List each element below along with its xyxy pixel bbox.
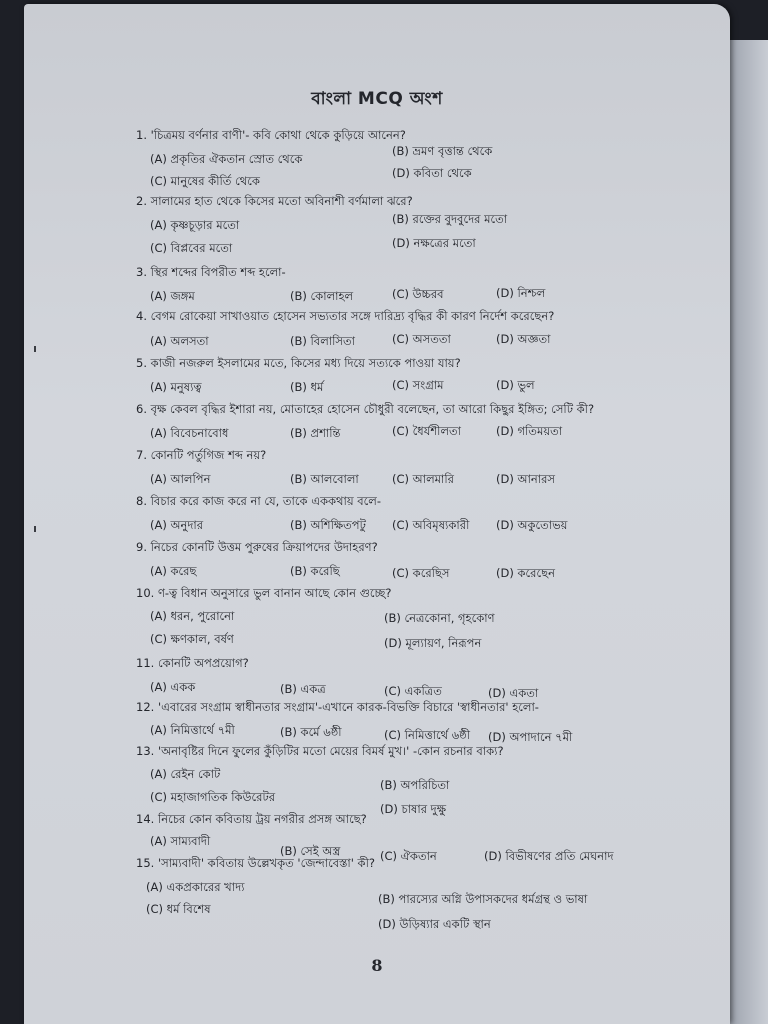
q11-option-c: (C) একত্রিত [384, 684, 442, 698]
question-4: 4. বেগম রোকেয়া সাখাওয়াত হোসেন সভ্যতার সঙ্গে দারিদ্র্য বৃদ্ধির কী কারণ নির্দেশ করেছেন? [136, 309, 555, 323]
adjacent-page [726, 40, 768, 1024]
q9-option-d: (D) করেছেন [496, 566, 555, 580]
page-number: 8 [371, 956, 383, 975]
q4-option-d: (D) অজ্ঞতা [496, 332, 551, 346]
q13-option-d: (D) চাষার দুক্ষু [380, 802, 447, 816]
question-13: 13. 'অনাবৃষ্টির দিনে ফুলের কুঁড়িটির মতো মেয়ের বিমর্ষ মুখ।' -কোন রচনার বাক্য? [136, 744, 504, 758]
question-12: 12. 'এবারের সংগ্রাম স্বাধীনতার সংগ্রাম'-এখানে কারক-বিভক্তি বিচারে 'স্বাধীনতার' হলো- [136, 700, 539, 714]
question-11: 11. কোনটি অপপ্রয়োগ? [136, 656, 249, 670]
question-3: 3. স্থির শব্দের বিপরীত শব্দ হলো- [136, 265, 286, 279]
q2-option-c: (C) বিপ্লবের মতো [150, 241, 233, 255]
question-9: 9. নিচের কোনটি উত্তম পুরুষের ক্রিয়াপদের উদাহরণ? [136, 540, 378, 554]
q5-option-b: (B) ধর্ম [290, 380, 324, 394]
q5-option-a: (A) মনুষ্যত্ব [150, 380, 202, 394]
q1-option-d: (D) কবিতা থেকে [392, 166, 472, 180]
q5-option-c: (C) সংগ্রাম [392, 378, 444, 392]
question-2: 2. সালামের হাত থেকে কিসের মতো অবিনাশী বর্ণমালা ঝরে? [136, 194, 413, 208]
q7-option-c: (C) আলমারি [392, 472, 454, 486]
q15-option-a: (A) একপ্রকারের খাদ্য [146, 880, 245, 894]
q3-option-c: (C) উচ্চরব [392, 287, 444, 301]
q8-option-b: (B) অশিক্ষিতপটু [290, 518, 366, 532]
q8-option-c: (C) অবিমৃষ্যকারী [392, 518, 470, 532]
question-8: 8. বিচার করে কাজ করে না যে, তাকে এককথায় বলে- [136, 494, 381, 508]
q4-option-c: (C) অসততা [392, 332, 451, 346]
margin-mark [34, 346, 36, 352]
q3-option-a: (A) জঙ্গম [150, 289, 195, 303]
question-1: 1. 'চিত্রময় বর্ণনার বাণী'- কবি কোথা থেকে কুড়িয়ে আনেন? [136, 128, 406, 142]
q2-option-b: (B) রক্তের বুদবুদের মতো [392, 212, 508, 226]
q11-option-d: (D) একতা [488, 686, 539, 700]
q7-option-a: (A) আলপিন [150, 472, 211, 486]
q6-option-d: (D) গতিময়তা [496, 424, 563, 438]
q14-option-c: (C) ঐকতান [380, 849, 437, 863]
q3-option-b: (B) কোলাহল [290, 289, 354, 303]
question-5: 5. কাজী নজরুল ইসলামের মতে, কিসের মধ্য দিয়ে সত্যকে পাওয়া যায়? [136, 356, 461, 370]
q15-option-b: (B) পারস্যের অগ্নি উপাসকদের ধর্মগ্রন্থ ও ভাষা [378, 892, 588, 906]
q6-option-a: (A) বিবেচনাবোধ [150, 426, 229, 440]
q15-option-c: (C) ধর্ম বিশেষ [146, 902, 211, 916]
question-6: 6. বৃক্ষ কেবল বৃদ্ধির ইশারা নয়, মোতাহের হোসেন চৌধুরী বলেছেন, তা আরো কিছুর ইঙ্গিত; সেটি কী? [136, 402, 595, 416]
q14-option-a: (A) সাম্যবাদী [150, 834, 211, 848]
q8-option-a: (A) অনুদার [150, 518, 204, 532]
q15-option-d: (D) উড়িষ্যার একটি স্থান [378, 917, 491, 931]
q3-option-d: (D) নিশ্চল [496, 286, 546, 300]
q7-option-d: (D) আনারস [496, 472, 556, 486]
q10-option-a: (A) ধরন, পুরোনো [150, 609, 235, 623]
q13-option-b: (B) অপরিচিতা [380, 778, 450, 792]
q12-option-c: (C) নিমিত্তার্থে ৬ষ্ঠী [384, 728, 471, 742]
q4-option-a: (A) অলসতা [150, 334, 209, 348]
q12-option-b: (B) কর্মে ৬ষ্ঠী [280, 725, 342, 739]
q6-option-b: (B) প্রশান্তি [290, 426, 341, 440]
q10-option-c: (C) ক্ষণকাল, বর্ষণ [150, 632, 234, 646]
q12-option-d: (D) অপাদানে ৭মী [488, 730, 573, 744]
q13-option-a: (A) রেইন কোট [150, 767, 221, 781]
question-14: 14. নিচের কোন কবিতায় ট্রয় নগরীর প্রসঙ্গ আছে? [136, 812, 367, 826]
q1-option-a: (A) প্রকৃতির ঐকতান স্রোত থেকে [150, 152, 303, 166]
q9-option-a: (A) করেছ [150, 564, 197, 578]
q9-option-b: (B) করেছি [290, 564, 340, 578]
q6-option-c: (C) ধৈর্যশীলতা [392, 424, 462, 438]
q1-option-b: (B) ভ্রমণ বৃত্তান্ত থেকে [392, 144, 493, 158]
q2-option-a: (A) কৃষ্ণচূড়ার মতো [150, 218, 240, 232]
q1-option-c: (C) মানুষের কীর্তি থেকে [150, 174, 260, 188]
q9-option-c: (C) করেছিস [392, 566, 450, 580]
document-page [24, 4, 730, 1024]
question-15: 15. 'সাম্যবাদী' কবিতায় উল্লেখকৃত 'জেন্দাবেস্তা' কী? [136, 856, 375, 870]
q10-option-d: (D) মূল্যায়ণ, নিরূপন [384, 636, 482, 650]
q13-option-c: (C) মহাজাগতিক কিউরেটর [150, 790, 276, 804]
question-10: 10. ণ-ত্ব বিধান অনুসারে ভুল বানান আছে কোন গুচ্ছে? [136, 586, 392, 600]
q2-option-d: (D) নক্ষত্রের মতো [392, 236, 476, 250]
page-title: বাংলা MCQ অংশ [311, 89, 443, 109]
margin-mark [34, 526, 36, 532]
q11-option-a: (A) একক [150, 680, 196, 694]
q14-option-d: (D) বিভীষণের প্রতি মেঘনাদ [484, 849, 614, 863]
q8-option-d: (D) অকুতোভয় [496, 518, 568, 532]
q14-option-b: (B) সেই অস্ত্র [280, 844, 341, 858]
q7-option-b: (B) আলবোলা [290, 472, 359, 486]
q4-option-b: (B) বিলাসিতা [290, 334, 355, 348]
q5-option-d: (D) ভুল [496, 378, 535, 392]
question-7: 7. কোনটি পর্তুগিজ শব্দ নয়? [136, 448, 267, 462]
q11-option-b: (B) একত্র [280, 682, 326, 696]
q12-option-a: (A) নিমিত্তার্থে ৭মী [150, 723, 235, 737]
q10-option-b: (B) নেত্রকোনা, গৃহকোণ [384, 611, 495, 625]
